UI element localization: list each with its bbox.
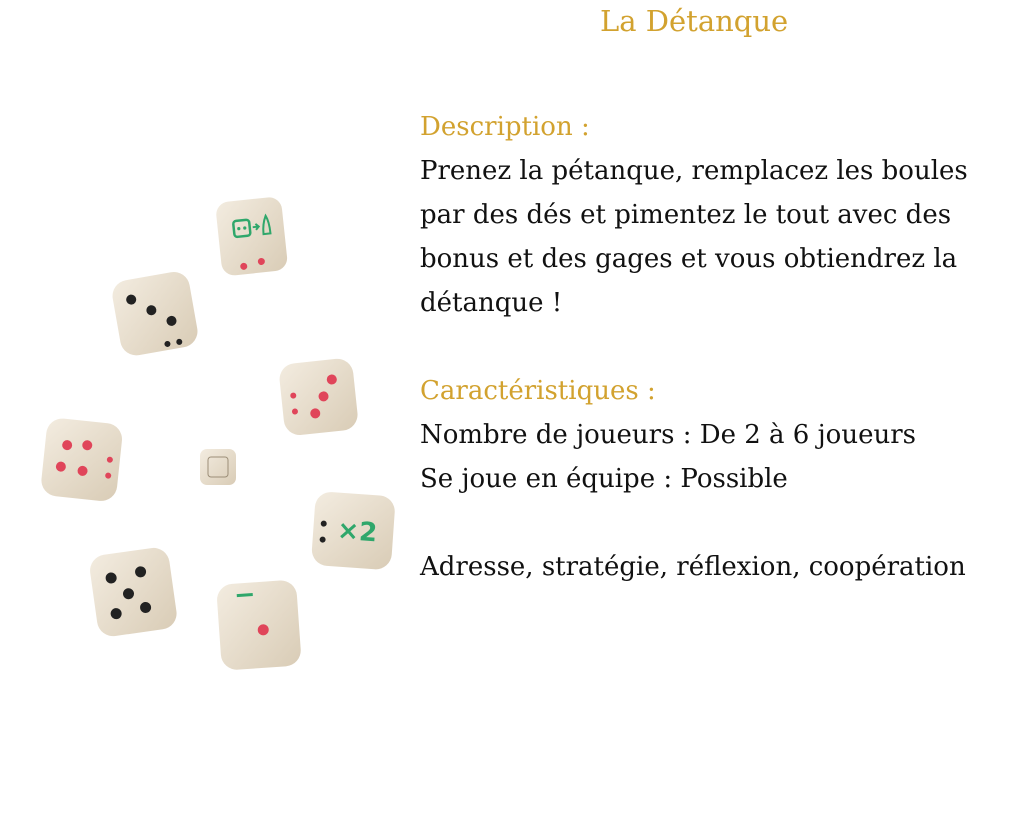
spacer [420,501,1010,545]
die-three-red [278,357,359,436]
description-line-1: Prenez la pétanque, remplacez les boules [420,156,968,186]
players-count: Nombre de joueurs : De 2 à 6 joueurs [420,420,916,450]
spacer [420,325,1010,369]
description-line-3: bonus et des gages et vous obtiendrez la [420,244,958,274]
game-description [420,105,1010,589]
team-play: Se joue en équipe : Possible [420,464,788,494]
die-five-black [88,546,179,638]
bonus-x2-label: ×2 [336,515,379,549]
skills-list: Adresse, stratégie, réflexion, coopération [420,552,966,582]
die-red-pips-left [40,417,124,503]
die-three-black [110,269,200,357]
description-heading: Description : [420,112,590,142]
description-line-2: par des dés et pimentez le tout avec des [420,200,952,230]
dice-illustration [40,195,410,685]
die-action-icon [215,196,288,276]
die-bonus-x2 [311,491,396,570]
die-small [200,449,236,485]
die-one-red [216,579,302,670]
page-title: La Détanque [600,4,789,38]
description-line-4: détanque ! [420,288,563,318]
characteristics-heading: Caractéristiques : [420,376,656,406]
